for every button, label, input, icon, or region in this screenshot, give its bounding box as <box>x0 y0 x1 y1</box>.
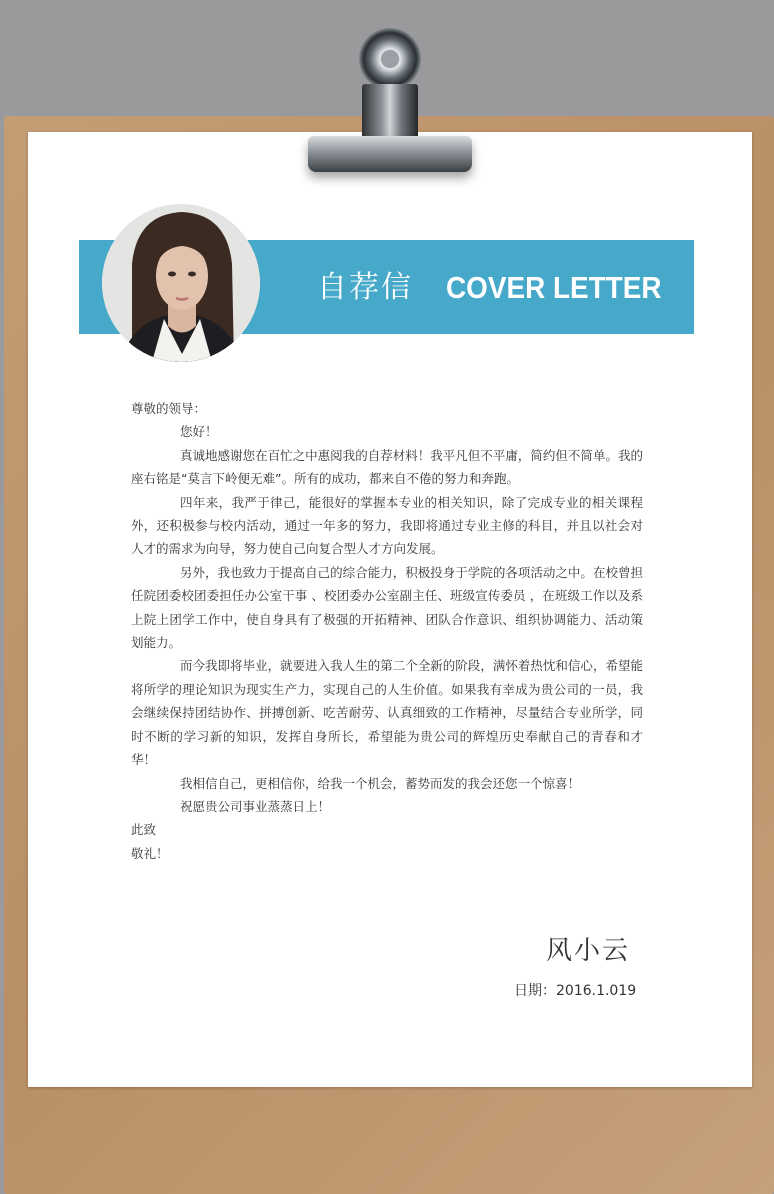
paragraph: 四年来，我严于律己，能很好的掌握本专业的相关知识，除了完成专业的相关课程外，还积极参与校内活动，通过一年多的努力，我即将通过专业主修的科目，并且以社会对人才的需求为向导，努力使自己向复合型人才方向发展。 <box>131 494 643 557</box>
letter-body <box>131 397 643 865</box>
clip-ring <box>359 28 421 90</box>
paragraph: 我相信自己，更相信你，给我一个机会，蓄势而发的我会还您一个惊喜！ <box>180 775 581 791</box>
closing-line: 此致 <box>131 822 157 838</box>
clip-base <box>308 136 472 172</box>
paragraph: 真诚地感谢您在百忙之中惠阅我的自荐材料！我平凡但不平庸，简约但不简单。我的座右铭是“莫言下岭便无难”。所有的成功，都来自不倦的努力和奔跑。 <box>131 447 643 487</box>
salutation: 尊敬的领导： <box>131 401 207 416</box>
paragraph: 而今我即将毕业，就要进入我人生的第二个全新的阶段，满怀着热忱和信心，希望能将所学的理论知识为现实生产力，实现自己的人生价值。如果我有幸成为贵公司的一员，我会继续保持团结协作、拼搏创新、吃苦耐劳、认真细致的工作精神，尽量结合专业所学，同时不断的学习新的知识，发挥自身所长，希望能为贵公司的辉煌历史奉献自己的青春和才华！ <box>131 658 643 768</box>
signature: 风小云 <box>546 936 631 966</box>
portrait-photo <box>102 204 260 362</box>
greeting: 您好！ <box>180 424 218 440</box>
paragraph: 另外，我也致力于提高自己的综合能力，积极投身于学院的各项活动之中。在校曾担任院团委校团委担任办公室干事 、校团委办公室副主任、班级宣传委员 ，在班级工作以及系上院上团学工作中，使自身具有了极强的开拓精神、团队合作意识、组织协调能力、活动策划能力。 <box>131 564 643 651</box>
date: 日期：2016.1.019 <box>514 983 637 999</box>
title-english: COVER LETTER <box>446 270 662 305</box>
avatar <box>102 204 260 362</box>
closing-line: 敬礼！ <box>131 845 169 861</box>
binder-clip <box>300 24 480 174</box>
paragraph: 祝愿贵公司事业蒸蒸日上！ <box>180 798 331 814</box>
title-chinese: 自荐信 <box>317 270 413 305</box>
